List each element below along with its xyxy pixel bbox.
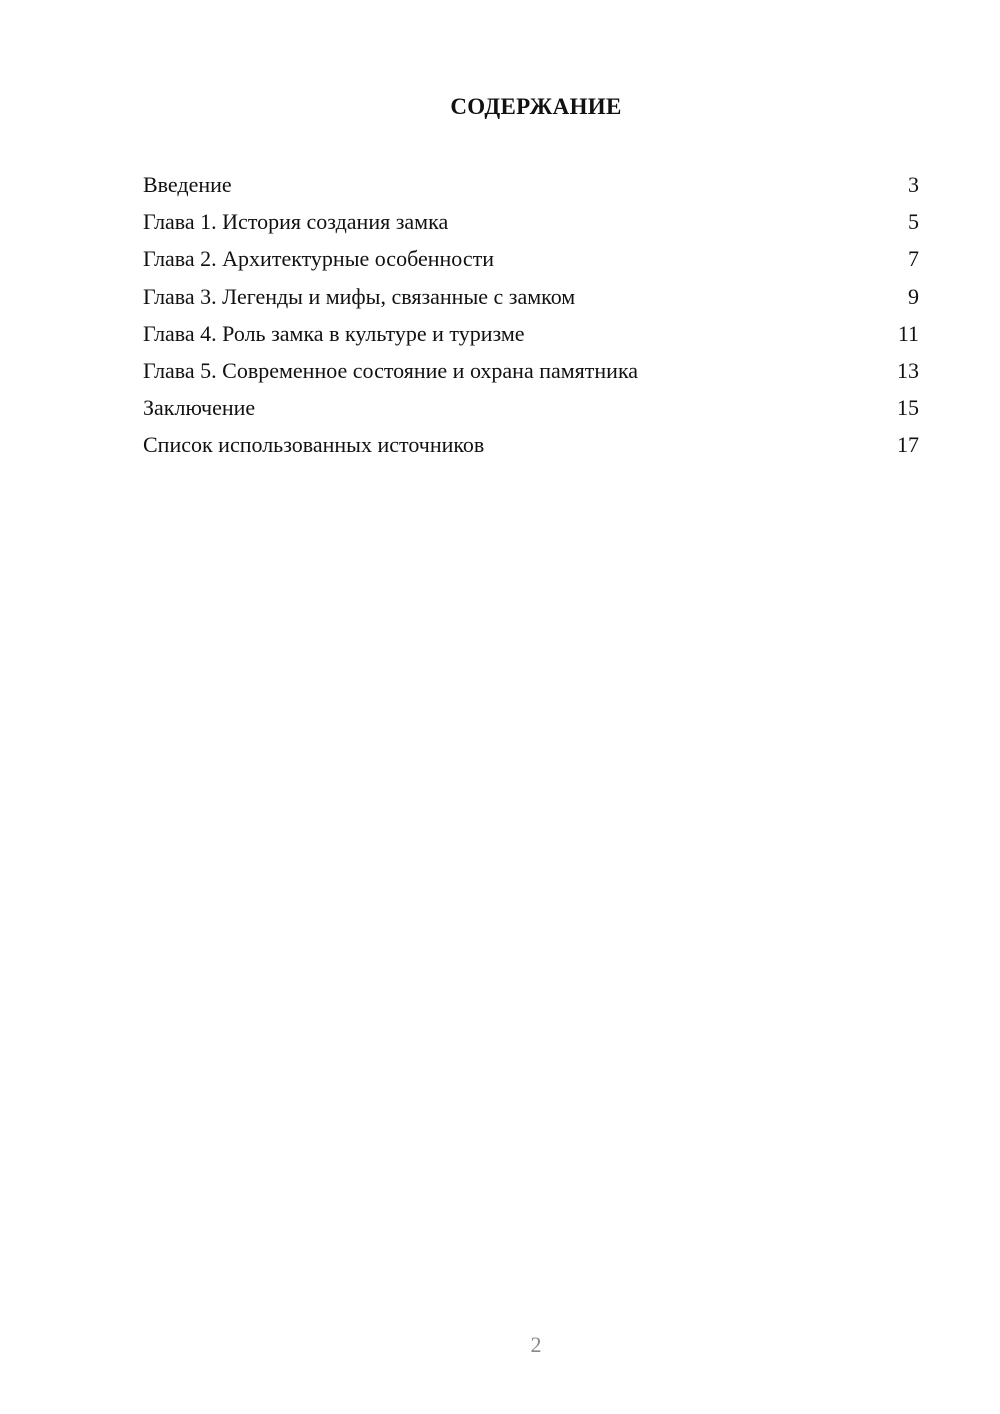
- toc-entry-label: Глава 2. Архитектурные особенности: [143, 246, 494, 272]
- toc-entry-label: Список использованных источников: [143, 432, 485, 458]
- toc-entry-page: 11: [897, 320, 919, 346]
- toc-entry-label: Введение: [143, 172, 232, 197]
- toc-entry: [143, 282, 919, 319]
- toc-entry-label: Глава 4. Роль замка в культуре и туризме: [143, 320, 525, 346]
- toc-entry-label: Глава 5. Современное состояние и охрана памятника: [143, 357, 639, 383]
- toc-entry: [143, 170, 919, 207]
- toc-entry: [143, 319, 919, 356]
- toc-entry-page: 5: [908, 209, 919, 235]
- page-number: 2: [530, 1332, 542, 1357]
- toc-entry-label: Заключение: [143, 395, 256, 421]
- toc-entry: [143, 356, 919, 393]
- toc-entry: [143, 393, 919, 430]
- toc-entry: [143, 430, 919, 467]
- toc-entry: [143, 244, 919, 281]
- toc-entry-label: Глава 3. Легенды и мифы, связанные с замком: [143, 283, 576, 309]
- toc-entry-page: 17: [897, 432, 919, 458]
- toc-entry-page: 9: [908, 283, 919, 309]
- toc-entry-page: 7: [908, 246, 919, 272]
- toc-entry: [143, 207, 919, 244]
- toc-entry-page: 3: [908, 172, 919, 197]
- toc-title: СОДЕРЖАНИЕ: [450, 94, 622, 119]
- toc-entry-page: 13: [897, 357, 919, 383]
- toc-entry-label: Глава 1. История создания замка: [143, 209, 449, 235]
- toc-entry-page: 15: [897, 395, 919, 421]
- toc-list: [143, 170, 919, 468]
